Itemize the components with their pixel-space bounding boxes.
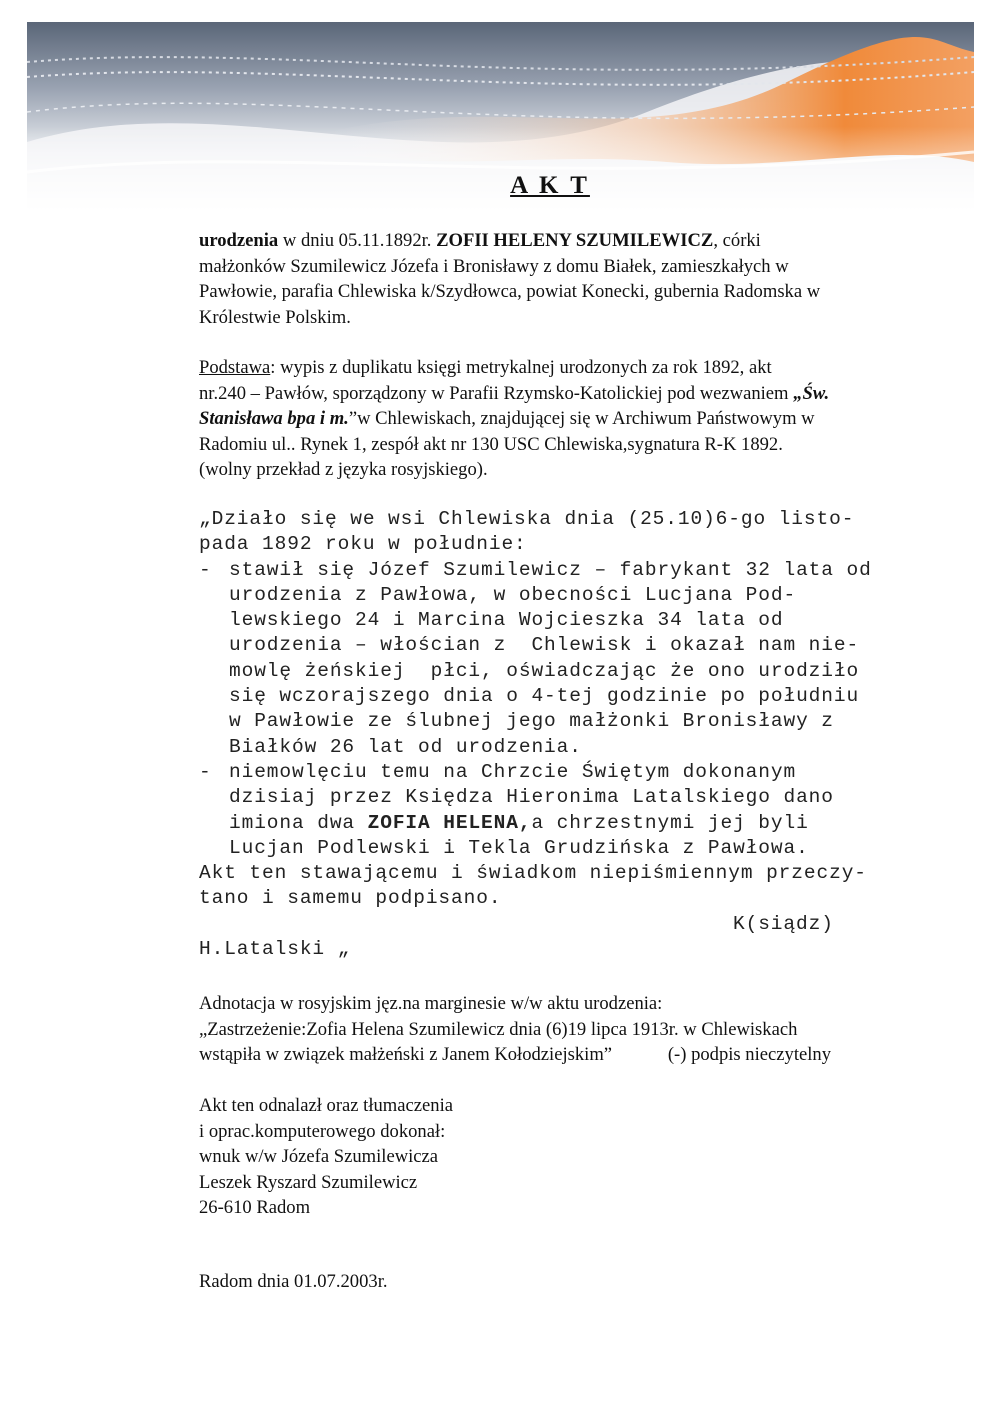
priest-signature: H.Latalski „ bbox=[199, 938, 351, 961]
list-item: - stawił się Józef Szumilewicz – fabrykant 32 lata od bbox=[199, 558, 872, 581]
birth-record-intro bbox=[199, 228, 889, 330]
translation-line: Akt ten stawającemu i świadkom niepiśmiennym przeczy- bbox=[199, 862, 867, 885]
translation-line: tano i samemu podpisano. bbox=[199, 887, 502, 910]
intro-line-3: Pawłowie, parafia Chlewiska k/Szydłowca, powiat Konecki, gubernia Radomska w bbox=[199, 281, 821, 303]
basis-section bbox=[199, 355, 889, 483]
translation-line: się wczorajszego dnia o 4-tej godzinie po południu bbox=[229, 685, 860, 708]
intro-line-2: małżonków Szumilewicz Józefa i Bronisławy z domu Białek, zamieszkałych w bbox=[199, 255, 789, 277]
priest-label: K(siądz) bbox=[733, 912, 834, 935]
credits-line: Leszek Ryszard Szumilewicz bbox=[199, 1171, 418, 1193]
footer-date: Radom dnia 01.07.2003r. bbox=[199, 1271, 388, 1292]
credits-line: 26-610 Radom bbox=[199, 1197, 311, 1219]
annotation-section bbox=[199, 991, 919, 1068]
translation-line: pada 1892 roku w południe: bbox=[199, 533, 527, 556]
translation-text bbox=[199, 507, 919, 962]
child-name: ZOFII HELENY SZUMILEWICZ bbox=[436, 230, 714, 251]
translation-line: lewskiego 24 i Marcina Wojcieszka 34 lata od bbox=[229, 609, 784, 632]
translation-line: urodzenia – włościan z Chlewisk i okazał nam nie- bbox=[229, 634, 860, 657]
intro-line-1: urodzenia w dniu 05.11.1892r. ZOFII HELENY SZUMILEWICZ, córki bbox=[199, 230, 761, 251]
translation-line: „Działo się we wsi Chlewiska dnia (25.10)6-go listo- bbox=[199, 508, 855, 530]
basis-line-2: nr.240 – Pawłów, sporządzony w Parafii Rzymsko-Katolickiej pod wezwaniem „Św. bbox=[199, 382, 830, 404]
intro-line-4: Królestwie Polskim. bbox=[199, 306, 351, 328]
credits-line: i oprac.komputerowego dokonał: bbox=[199, 1120, 446, 1142]
document-title: A K T bbox=[510, 172, 590, 199]
translation-line: w Pawłowie ze ślubnej jego małżonki Bronisławy z bbox=[229, 710, 834, 733]
basis-line-4: Radomiu ul.. Rynek 1, zespół akt nr 130 USC Chlewiska,sygnatura R-K 1892. bbox=[199, 433, 783, 455]
translation-line: imiona dwa ZOFIA HELENA,a chrzestnymi jej byli bbox=[229, 811, 809, 834]
credits-section bbox=[199, 1093, 889, 1221]
basis-line-5: (wolny przekład z języka rosyjskiego). bbox=[199, 459, 488, 481]
translation-line: urodzenia z Pawłowa, w obecności Lucjana Pod- bbox=[229, 583, 797, 606]
credits-line: Akt ten odnalazł oraz tłumaczenia bbox=[199, 1095, 453, 1116]
translation-line: Białków 26 lat od urodzenia. bbox=[229, 735, 582, 758]
translation-line: Lucjan Podlewski i Tekla Grudzińska z Pawłowa. bbox=[229, 836, 809, 859]
translation-line: dzisiaj przez Księdza Hieronima Latalskiego dano bbox=[229, 786, 834, 809]
annotation-line: „Zastrzeżenie:Zofia Helena Szumilewicz dnia (6)19 lipca 1913r. w Chlewiskach bbox=[199, 1018, 798, 1040]
basis-line-3: Stanisława bpa i m.”w Chlewiskach, znajdującej się w Archiwum Państwowym w bbox=[199, 408, 815, 430]
credits-line: wnuk w/w Józefa Szumilewicza bbox=[199, 1146, 439, 1168]
baptism-names: ZOFIA HELENA, bbox=[367, 811, 532, 834]
annotation-line: wstąpiła w związek małżeński z Janem Kołodziejskim” (-) podpis nieczytelny bbox=[199, 1044, 831, 1066]
basis-label: Podstawa bbox=[199, 357, 271, 378]
translation-line: mowlę żeńskiej płci, oświadczając że ono urodziło bbox=[229, 659, 860, 682]
list-item: - niemowlęciu temu na Chrzcie Świętym dokonanym bbox=[199, 760, 797, 783]
basis-line-1: Podstawa: wypis z duplikatu księgi metrykalnej urodzonych za rok 1892, akt bbox=[199, 357, 772, 378]
annotation-line: Adnotacja w rosyjskim jęz.na marginesie w/w aktu urodzenia: bbox=[199, 993, 663, 1014]
